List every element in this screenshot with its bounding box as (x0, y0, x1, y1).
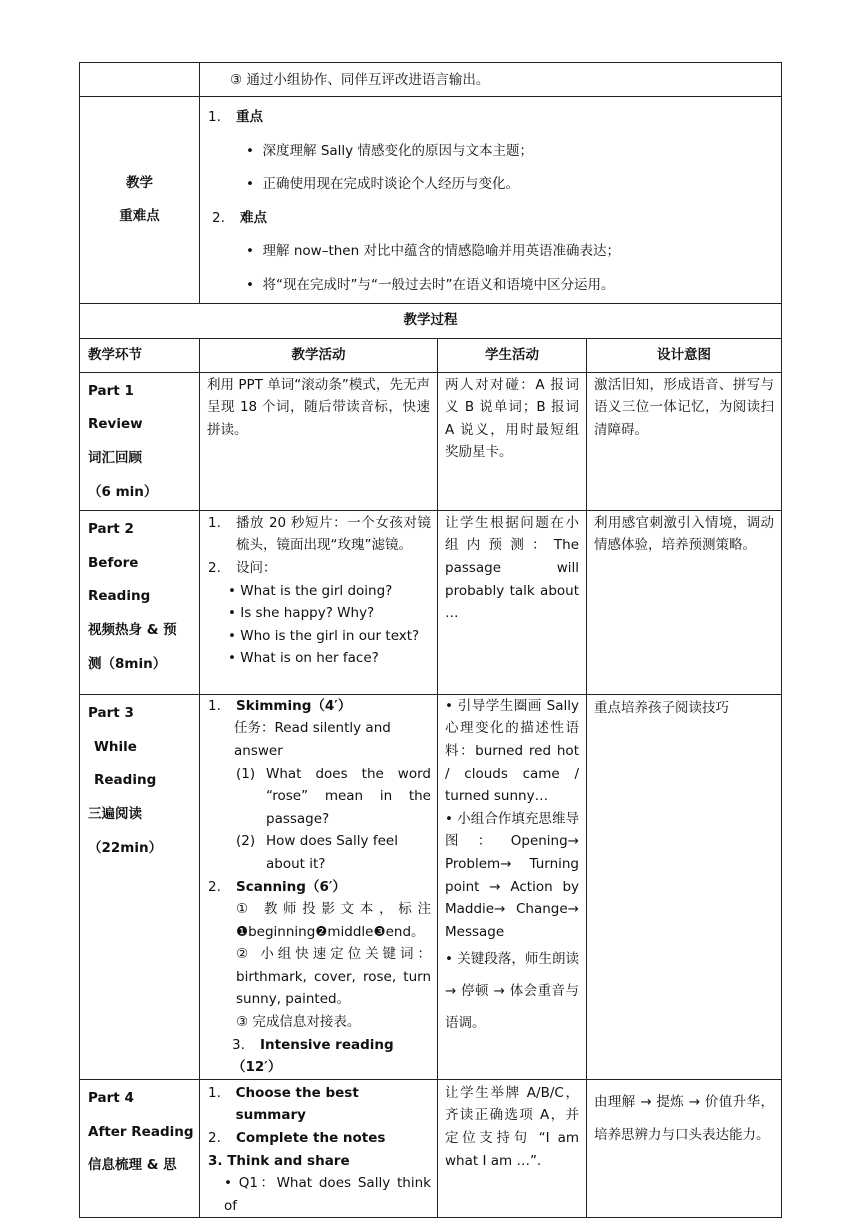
skimming-question-2: (2) How does Sally feel about it? (236, 833, 398, 872)
part4-row (80, 1079, 782, 1218)
part1-teacher-activity: 利用 PPT 单词“滚动条”模式，先无声呈现 18 个词，随后带读音标，快速拼读。 (200, 372, 438, 510)
part3-student-item-3: • 关键段落，师生朗读 → 停顿 → 体会重音与语调。 (445, 951, 579, 1032)
part3-student-activity (438, 694, 587, 1079)
header-teacher-activity: 教学活动 (200, 338, 438, 372)
difficult-item-1: • 理解 now–then 对比中蕴含的情感隐喻并用英语准确表达； (246, 243, 620, 260)
scanning-step-2: ② 小组快速定位关键词：birthmark, cover, rose, turn sunny, painted。 (236, 946, 431, 1008)
scanning-step-1: ① 教师投影文本，标注❶beginning❷middle❸end。 (236, 901, 431, 940)
scanning-heading: 2. Scanning（6′） (208, 878, 346, 895)
part2-task-2: 2. 设问： (208, 559, 277, 576)
part3-row (80, 694, 782, 1079)
part1-label: Part 1 Review 词汇回顾 （6 min） (80, 372, 200, 510)
part1-row (80, 372, 782, 510)
part2-student-activity: 让学生根据问题在小组内预测：The passage will probably talk about … (438, 510, 587, 694)
part4-student-activity: 让学生举牌 A/B/C，齐读正确选项 A，并定位支持句 “I am what I am …”. (438, 1079, 587, 1218)
key-item-2: • 正确使用现在完成时谈论个人经历与变化。 (246, 176, 520, 193)
header-student-activity: 学生活动 (438, 338, 587, 372)
part2-teacher-activity (200, 510, 438, 694)
part4-label: Part 4 After Reading 信息梳理 & 思 (80, 1079, 200, 1218)
key-difficult-label: 教学 重难点 (80, 97, 200, 304)
objective-row (80, 63, 782, 97)
difficult-item-2: • 将“现在完成时”与“一般过去时”在语义和语境中区分运用。 (246, 276, 615, 293)
part2-question-4: • What is on her face? (228, 650, 379, 667)
objective-3: ③ 通过小组协作、同伴互评改进语言输出。 (200, 63, 782, 97)
part3-student-item-1: • 引导学生圈画 Sally 心理变化的描述性语料：burned red hot / clouds came / turned sunny… (445, 697, 579, 805)
part2-design-intent: 利用感官刺激引入情境，调动情感体验，培养预测策略。 (587, 510, 782, 694)
key-heading: 1. 重点 (208, 109, 263, 125)
part4-design-intent: 由理解 → 提炼 → 价值升华，培养思辨力与口头表达能力。 (587, 1079, 782, 1218)
part1-student-activity: 两人对对碰：A 报词义 B 说单词；B 报词 A 说义，用时最短组奖励星卡。 (438, 372, 587, 510)
part2-question-3: • Who is the girl in our text? (228, 627, 420, 644)
part2-question-1: • What is the girl doing? (228, 582, 393, 599)
part4-question-1: • Q1：What does Sally think of (224, 1175, 431, 1214)
skimming-task: 任务：Read silently and answer (234, 720, 391, 759)
part4-task-2: 2. Complete the notes (208, 1130, 386, 1147)
process-title: 教学过程 (80, 303, 782, 338)
part3-label: Part 3 While Reading 三遍阅读 （22min） (80, 694, 200, 1079)
empty-label-cell (80, 63, 200, 97)
part3-design-intent: 重点培养孩子阅读技巧 (587, 694, 782, 1079)
part4-task-3: 3. Think and share (208, 1152, 350, 1169)
part4-teacher-activity (200, 1079, 438, 1218)
header-row (80, 338, 782, 372)
part4-task-1: 1. Choose the best summary (208, 1084, 359, 1124)
part2-label: Part 2 Before Reading 视频热身 & 预 测（8min） (80, 510, 200, 694)
part2-task-1: 1. 播放 20 秒短片：一个女孩对镜梳头，镜面出现“玫瑰”滤镜。 (208, 514, 431, 554)
scanning-step-3: ③ 完成信息对接表。 (236, 1014, 361, 1031)
skimming-heading: 1. Skimming（4′） (208, 697, 352, 714)
key-difficult-content (200, 97, 782, 304)
part2-row (80, 510, 782, 694)
part2-question-2: • Is she happy? Why? (228, 605, 375, 622)
part3-student-item-2: • 小组合作填充思维导图：Opening→ Problem→ Turning point → Action by Maddie→ Change→ Message (445, 810, 579, 940)
key-difficult-row (80, 97, 782, 304)
header-stage: 教学环节 (80, 338, 200, 372)
key-item-1: • 深度理解 Sally 情感变化的原因与文本主题； (246, 142, 533, 159)
intensive-reading-heading: 3. Intensive reading（12′） (232, 1036, 394, 1076)
skimming-question-1: (1) What does the word “rose” mean in the passage? (236, 765, 431, 827)
header-design-intent: 设计意图 (587, 338, 782, 372)
part3-teacher-activity (200, 694, 438, 1079)
difficult-heading: 2. 难点 (212, 209, 267, 226)
lesson-plan-table (79, 62, 782, 1218)
process-title-row (80, 303, 782, 338)
part1-design-intent: 激活旧知，形成语音、拼写与语义三位一体记忆，为阅读扫清障碍。 (587, 372, 782, 510)
